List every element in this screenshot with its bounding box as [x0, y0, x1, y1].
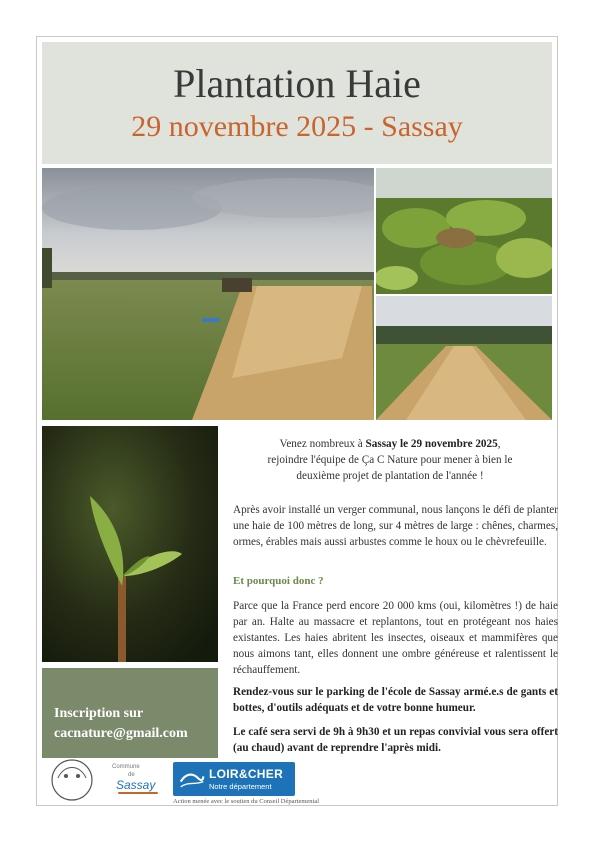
mulch-strip-photo: [376, 296, 552, 420]
inscription-box: [42, 668, 218, 758]
intro-pre: Venez nombreux à: [279, 438, 366, 450]
intro-post: ,: [497, 438, 501, 450]
rendezvous-text: Rendez-vous sur le parking de l'école de Sassay armé.e.s de gants et bottes, d'outils adéquats et de votre bonne humeur.: [233, 686, 558, 714]
paragraph-1: Après avoir installé un verger communal, nous lançons le défi de planter une haie de 100 mètres de long, sur 4 mètres de large : chênes, charmes, ormes, érables mais aussi arbustes comme le houx ou le chèvrefeuille.: [233, 504, 558, 548]
field-photo: [42, 168, 374, 420]
intro-line2: rejoindre l'équipe de Ça C Nature pour mener à bien le: [267, 454, 513, 466]
loir-title: LOIR&CHER: [209, 767, 284, 781]
commune-sassay-logo: [112, 764, 164, 796]
inscription-label: Inscription sur: [54, 706, 144, 721]
loir-et-cher-logo: [173, 762, 295, 796]
leaves-photo: [376, 168, 552, 294]
inscription-email[interactable]: cacnature@gmail.com: [54, 726, 188, 741]
commune-name: Sassay: [116, 778, 156, 792]
paragraph-2: Parce que la France perd encore 20 000 kms (oui, kilomètres !) de haie par an. Halte au massacre et replantons, tout en protégeant nos haies existantes. Les haies abritent les insectes, oiseaux et mammifères que nous aimons tant, elles donnent une ombre généreuse et ralentissent le réchauffement.: [233, 600, 558, 676]
header-banner: [42, 42, 552, 164]
question-heading: Et pourquoi donc ?: [233, 575, 324, 587]
intro-text: [230, 436, 550, 484]
sapling-photo: [42, 426, 218, 662]
page-subtitle: 29 novembre 2025 - Sassay: [131, 110, 463, 143]
commune-label: Commune: [112, 764, 140, 770]
commune-de-label: de: [128, 772, 135, 778]
footnote: Action menée avec le soutien du Conseil Départemental: [173, 798, 320, 805]
wave-icon: [179, 766, 205, 792]
loir-subtitle: Notre département: [209, 782, 272, 791]
cafe-text: Le café sera servi de 9h à 9h30 et un repas convivial vous sera offert (au chaud) avant de reprendre l'après midi.: [233, 726, 558, 754]
page-title: Plantation Haie: [173, 61, 421, 106]
intro-line3: deuxième projet de plantation de l'année !: [296, 470, 484, 482]
intro-highlight: Sassay le 29 novembre 2025: [365, 438, 498, 450]
cacnature-logo: [44, 756, 100, 804]
